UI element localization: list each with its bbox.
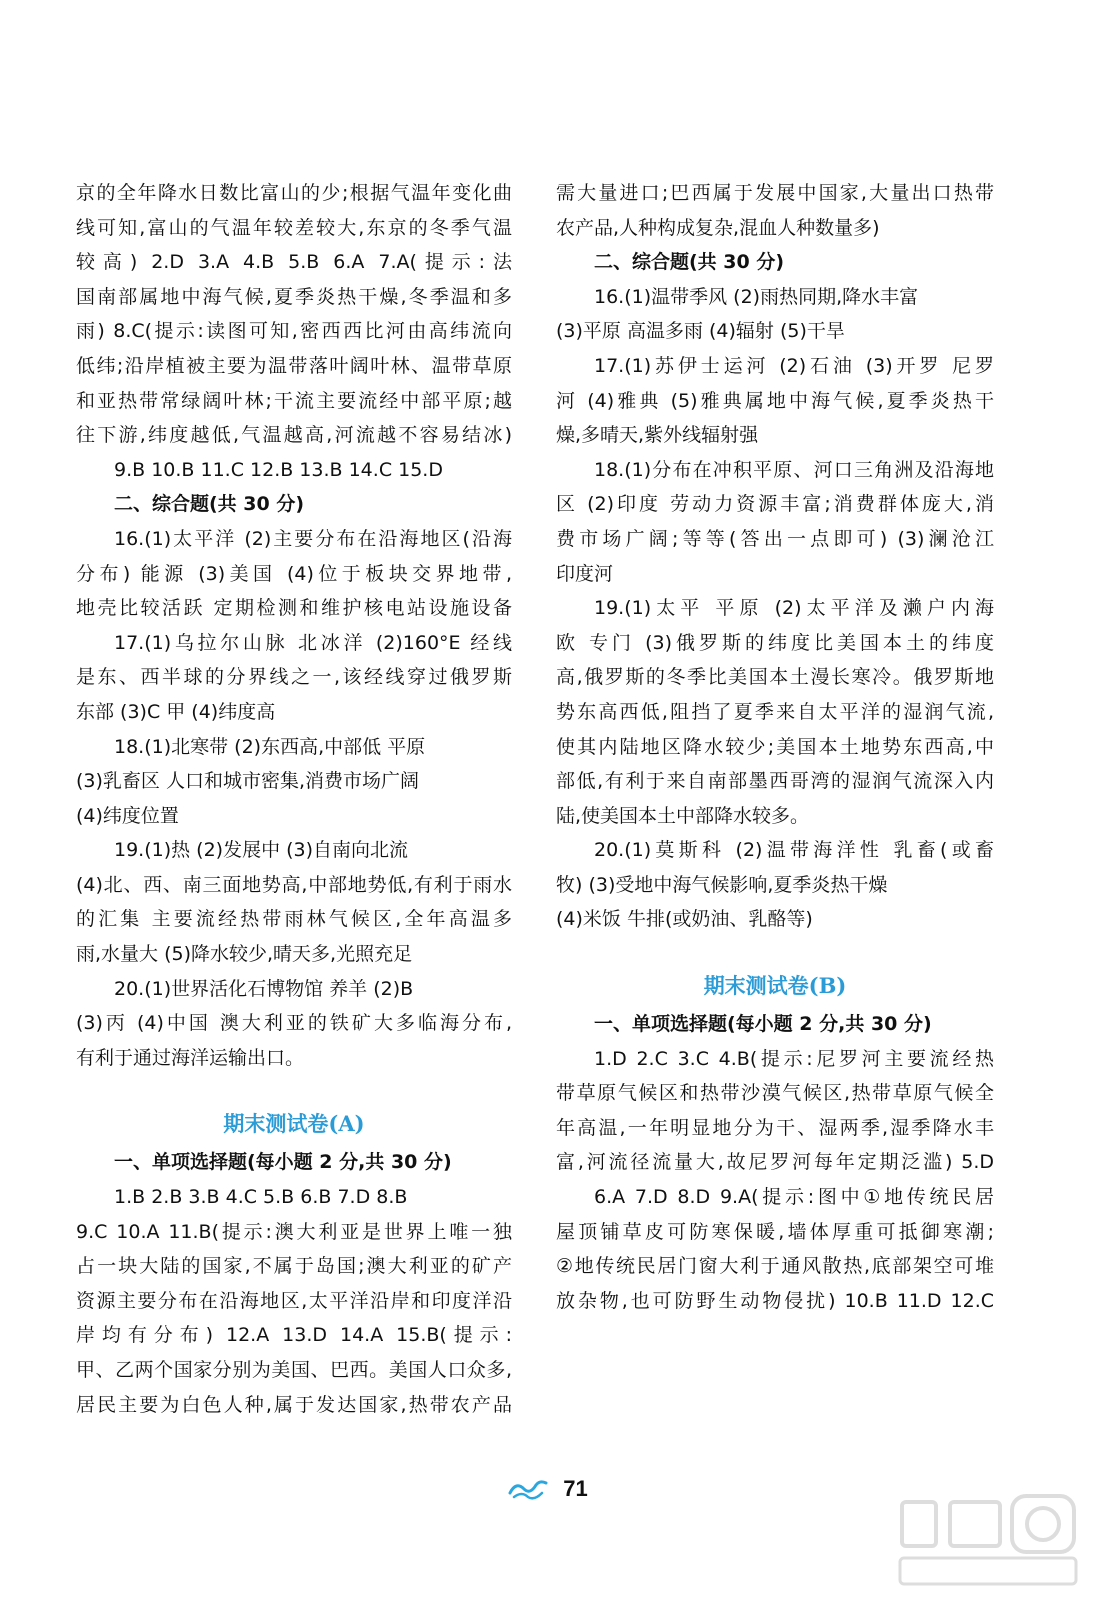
- answer-line: 印度河: [556, 562, 614, 585]
- answer-line: 牧) (3)受地中海气候影响,夏季炎热干燥: [556, 873, 888, 896]
- answer-line: (3)丙 (4)中国 澳大利亚的铁矿大多临海分布,: [76, 1012, 512, 1035]
- answer-line: 年高温,一年明显地分为干、湿两季,湿季降水丰: [556, 1116, 994, 1139]
- answer-line: 17.(1)乌拉尔山脉 北冰洋 (2)160°E 经线: [114, 631, 512, 654]
- answer-line: 线可知,富山的气温年较差较大,东京的冬季气温: [76, 216, 512, 239]
- answer-line: 使其内陆地区降水较少;美国本土地势东西高,中: [556, 735, 994, 758]
- answer-line: 雨) 8.C(提示:读图可知,密西西比河由高纬流向: [76, 320, 512, 343]
- answer-line: 需大量进口;巴西属于发展中国家,大量出口热带: [556, 182, 994, 204]
- answer-line: 费市场广阔;等等(答出一点即可) (3)澜沧江: [556, 527, 994, 550]
- answer-line: (4)米饭 牛排(或奶油、乳酪等): [556, 908, 813, 931]
- section-title-final-test-b: 期末测试卷(B): [703, 973, 847, 999]
- section-heading: 二、综合题(共 30 分): [114, 493, 305, 516]
- answer-line: 16.(1)太平洋 (2)主要分布在沿海地区(沿海: [114, 527, 512, 550]
- answer-line: 19.(1)太平 平原 (2)太平洋及濑户内海: [594, 597, 994, 620]
- answer-line: 屋顶铺草皮可防寒保暖,墙体厚重可抵御寒潮;: [556, 1220, 994, 1243]
- answer-line: (4)纬度位置: [76, 804, 179, 827]
- answer-line: 较高) 2.D 3.A 4.B 5.B 6.A 7.A(提示:法: [76, 251, 512, 274]
- answer-line: 农产品,人种构成复杂,混血人种数量多): [556, 216, 880, 239]
- answer-line: 19.(1)热 (2)发展中 (3)自南向北流: [114, 839, 409, 862]
- answer-line: 6.A 7.D 8.D 9.A(提示:图中①地传统民居: [594, 1186, 994, 1209]
- left-answers-continued: [76, 176, 512, 1075]
- answer-line: (3)平原 高温多雨 (4)辐射 (5)干旱: [556, 320, 845, 343]
- answer-line: (4)北、西、南三面地势高,中部地势低,有利于雨水: [76, 873, 512, 896]
- answer-line: 是东、西半球的分界线之一,该经线穿过俄罗斯: [76, 666, 512, 689]
- answer-line: ②地传统民居门窗大利于通风散热,底部架空可堆: [556, 1255, 994, 1278]
- answer-line: 的汇集 主要流经热带雨林气候区,全年高温多: [76, 908, 512, 931]
- answer-line: 地壳比较活跃 定期检测和维护核电站设施设备: [76, 597, 512, 620]
- answer-line: 1.B 2.B 3.B 4.C 5.B 6.B 7.D 8.B: [114, 1186, 408, 1209]
- answer-line: (3)乳畜区 人口和城市密集,消费市场广阔: [76, 770, 419, 793]
- answer-line: 1.D 2.C 3.C 4.B(提示:尼罗河主要流经热: [594, 1047, 994, 1070]
- answer-line: 分布) 能源 (3)美国 (4)位于板块交界地带,: [76, 562, 512, 585]
- answer-line: 16.(1)温带季风 (2)雨热同期,降水丰富: [594, 285, 919, 308]
- answer-line: 京的全年降水日数比富山的少;根据气温年变化曲: [76, 182, 512, 204]
- section-title-final-test-a: 期末测试卷(A): [223, 1111, 365, 1137]
- answer-line: 岸均有分布) 12.A 13.D 14.A 15.B(提示:: [76, 1324, 512, 1347]
- answer-line: 占一块大陆的国家,不属于岛国;澳大利亚的矿产: [76, 1255, 512, 1278]
- answer-line: 高,俄罗斯的冬季比美国本土漫长寒冷。俄罗斯地: [556, 666, 994, 689]
- left-column: [76, 176, 512, 1422]
- answer-line: 国南部属地中海气候,夏季炎热干燥,冬季温和多: [76, 285, 512, 308]
- answer-line: 18.(1)北寒带 (2)东西高,中部低 平原: [114, 735, 426, 758]
- answer-line: 20.(1)世界活化石博物馆 养羊 (2)B: [114, 977, 414, 1000]
- section-heading: 一、单项选择题(每小题 2 分,共 30 分): [114, 1151, 452, 1174]
- answer-line: 20.(1)莫斯科 (2)温带海洋性 乳畜(或畜: [594, 839, 994, 862]
- page-ornament-icon: [506, 1477, 550, 1501]
- answer-line: 陆,使美国本土中部降水较多。: [556, 804, 810, 827]
- answer-line: 欧 专门 (3)俄罗斯的纬度比美国本土的纬度: [556, 631, 994, 654]
- answer-line: 低纬;沿岸植被主要为温带落叶阔叶林、温带草原: [76, 354, 512, 377]
- right-answers-continued: [556, 176, 994, 937]
- answer-line: 有利于通过海洋运输出口。: [76, 1046, 305, 1069]
- answer-line: 18.(1)分布在冲积平原、河口三角洲及沿海地: [594, 458, 994, 481]
- answer-line: 势东高西低,阻挡了夏季来自太平洋的湿润气流,: [556, 700, 994, 723]
- answer-line: 资源主要分布在沿海地区,太平洋沿岸和印度洋沿: [76, 1289, 512, 1312]
- answer-line: 富,河流径流量大,故尼罗河每年定期泛滥) 5.D: [556, 1151, 994, 1174]
- answer-line: 雨,水量大 (5)降水较少,晴天多,光照充足: [76, 943, 413, 966]
- watermark-logo: [894, 1490, 1084, 1590]
- answer-line: 甲、乙两个国家分别为美国、巴西。美国人口众多,: [76, 1359, 512, 1381]
- section-heading: 一、单项选择题(每小题 2 分,共 30 分): [594, 1013, 932, 1036]
- right-column: [556, 176, 994, 1318]
- answer-line: 部低,有利于来自南部墨西哥湾的湿润气流深入内: [556, 770, 994, 793]
- right-answers-test-b: [556, 1007, 994, 1318]
- answer-line: 放杂物,也可防野生动物侵扰) 10.B 11.D 12.C: [556, 1289, 994, 1312]
- answer-line: 东部 (3)C 甲 (4)纬度高: [76, 700, 276, 723]
- answer-line: 9.B 10.B 11.C 12.B 13.B 14.C 15.D: [114, 458, 443, 481]
- answer-line: 居民主要为白色人种,属于发达国家,热带农产品: [76, 1393, 512, 1416]
- answer-line: 9.C 10.A 11.B(提示:澳大利亚是世界上唯一独: [76, 1220, 512, 1243]
- answer-line: 区 (2)印度 劳动力资源丰富;消费群体庞大,消: [556, 493, 994, 516]
- left-answers-test-a: [76, 1145, 512, 1422]
- answer-line: 河 (4)雅典 (5)雅典属地中海气候,夏季炎热干: [556, 389, 994, 412]
- answer-line: 燥,多晴天,紫外线辐射强: [556, 424, 759, 447]
- answer-line: 带草原气候区和热带沙漠气候区,热带草原气候全: [556, 1082, 994, 1105]
- answer-line: 和亚热带常绿阔叶林;干流主要流经中部平原;越: [76, 389, 512, 412]
- answer-line: 17.(1)苏伊士运河 (2)石油 (3)开罗 尼罗: [594, 354, 994, 377]
- page-number: 71: [563, 1476, 588, 1501]
- answer-line: 往下游,纬度越低,气温越高,河流越不容易结冰): [76, 424, 512, 447]
- section-heading: 二、综合题(共 30 分): [594, 251, 785, 274]
